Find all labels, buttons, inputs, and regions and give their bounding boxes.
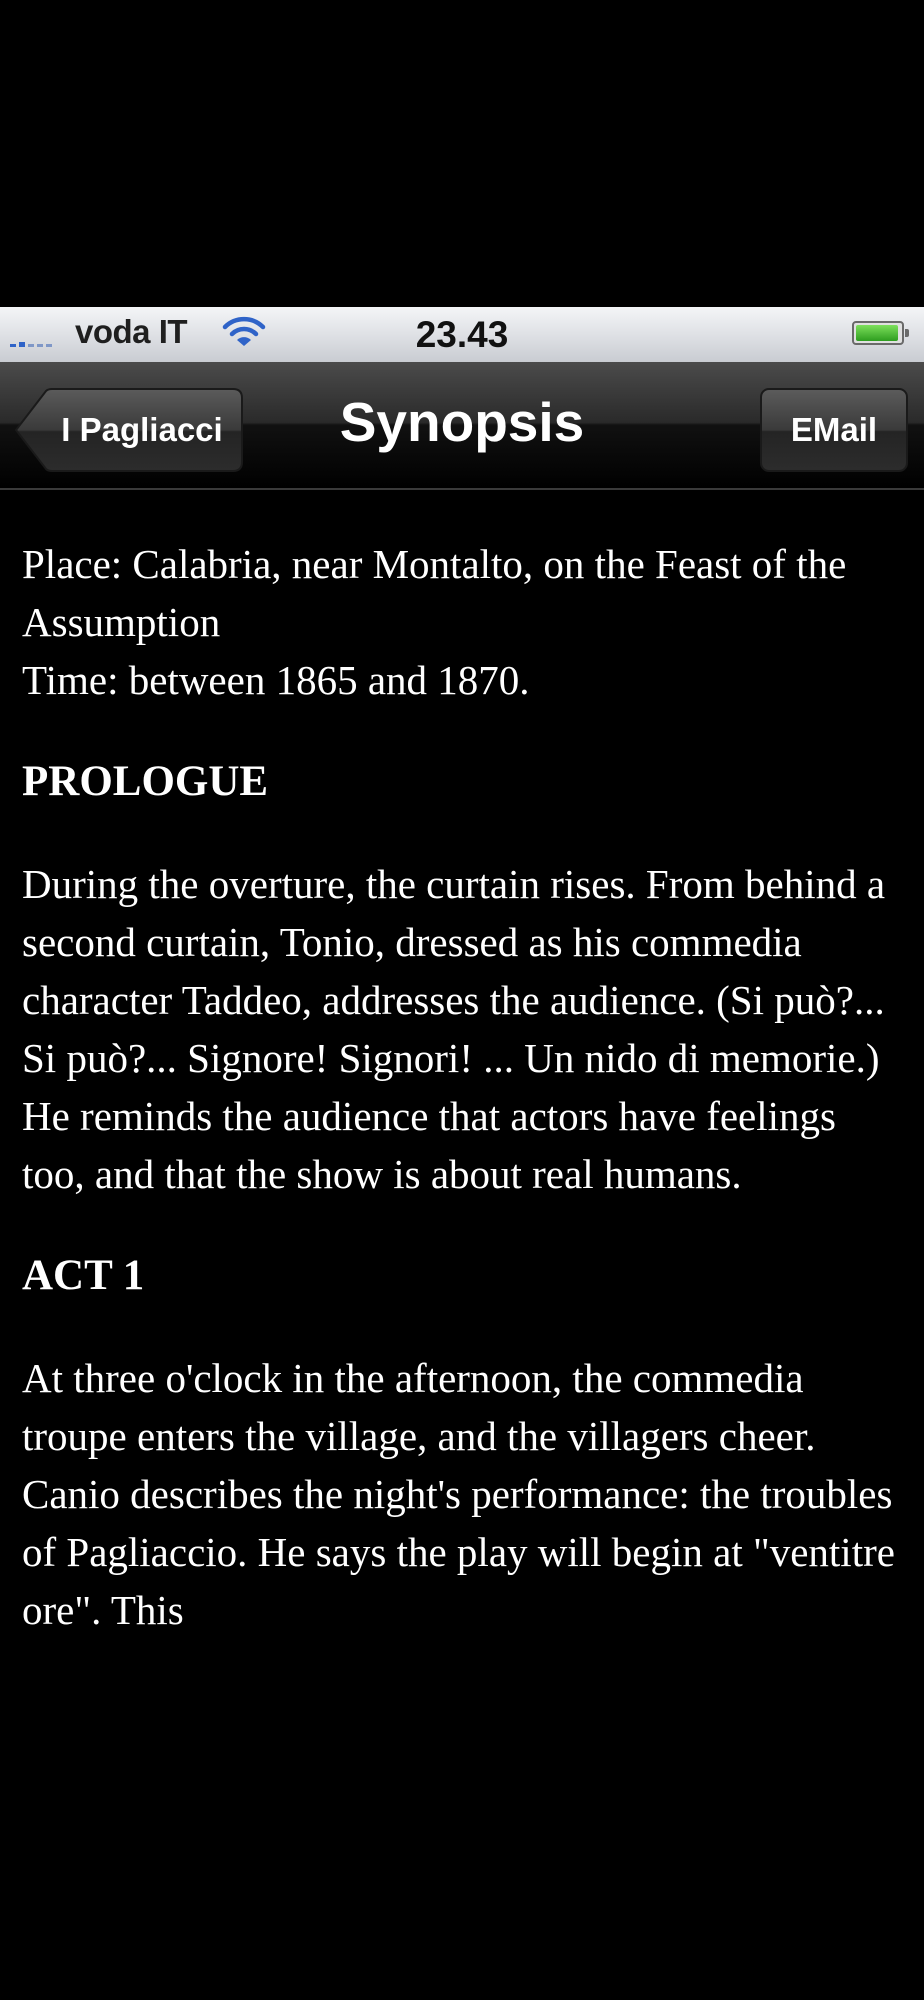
prologue-heading: PROLOGUE	[22, 758, 269, 805]
setting-time: Time: between 1865 and 1870.	[22, 657, 530, 703]
setting-paragraph	[22, 535, 902, 709]
setting-place: Place: Calabria, near Montalto, on the Feast of the Assumption	[22, 541, 847, 645]
page-title: Synopsis	[339, 391, 585, 453]
carrier-name: voda IT	[75, 313, 188, 350]
email-button[interactable]: EMail	[760, 388, 908, 472]
battery-icon	[852, 321, 904, 345]
act1-paragraph: At three o'clock in the afternoon, the commedia troupe enters the village, and the villagers cheer. Canio describes the night's performance: the troubles of Pagliaccio. He says the play will begin at "ventitre ore". This	[22, 1355, 895, 1633]
status-time: 23.43	[415, 314, 509, 355]
prologue-paragraph: During the overture, the curtain rises. From behind a second curtain, Tonio, dressed as his commedia character Taddeo, addresses the audience. (Si può?... Si può?... Signore! Signori! ... Un nido di memorie.) He reminds the audience that actors have feelings too, and that the show is about real humans.	[22, 861, 886, 1197]
status-bar	[0, 307, 924, 363]
act1-heading: ACT 1	[22, 1252, 145, 1299]
battery-fill	[856, 325, 898, 341]
back-button-label: I Pagliacci	[61, 411, 223, 448]
synopsis-content[interactable]	[22, 535, 902, 1690]
navigation-bar	[0, 362, 924, 490]
